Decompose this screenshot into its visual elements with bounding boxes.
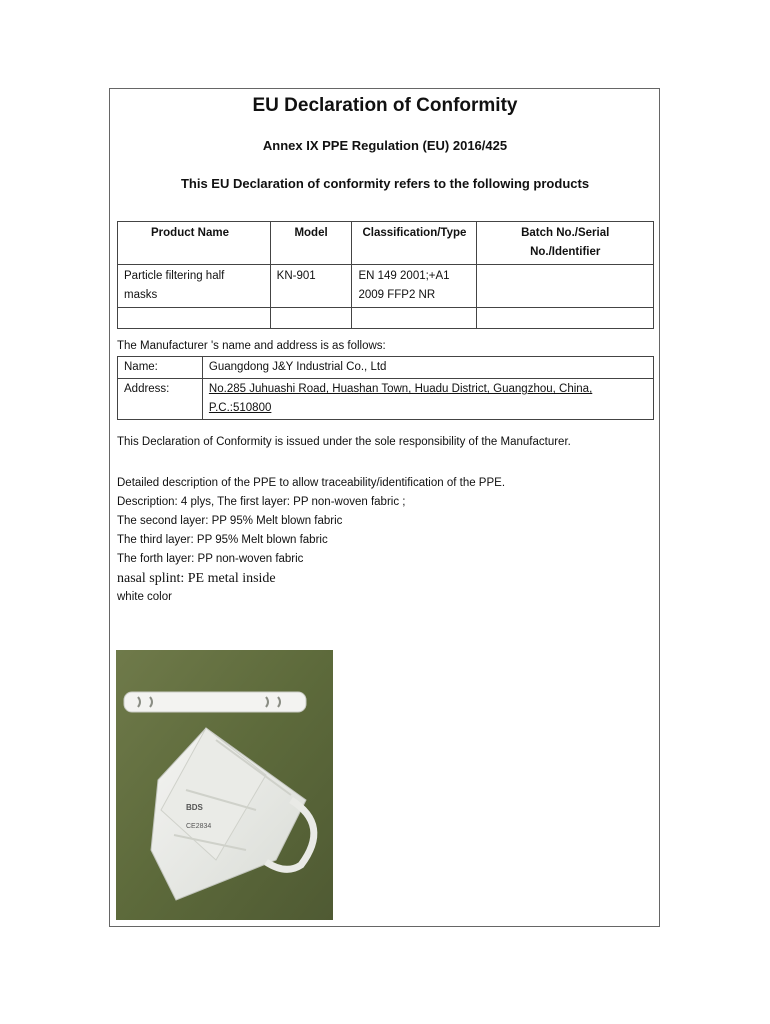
address-line1: No.285 Juhuashi Road, Huashan Town, Huadu District, Guangzhou, China, — [208, 383, 593, 395]
document-title: EU Declaration of Conformity — [252, 95, 518, 116]
description-line: Description: 4 plys, The first layer: PP non-woven fabric ; — [117, 496, 406, 508]
cell-product-name — [118, 265, 271, 308]
header-batch — [477, 222, 654, 265]
classification-line1: EN 149 2001;+A1 — [358, 270, 450, 282]
product-table — [117, 221, 654, 329]
mask-photo — [116, 650, 333, 920]
name-label: Name: — [118, 357, 203, 379]
manufacturer-table — [117, 356, 654, 420]
table-header-row — [118, 222, 654, 265]
header-classification: Classification/Type — [352, 222, 477, 265]
empty-cell — [352, 308, 477, 329]
address-line2: P.C.:510800 — [208, 402, 272, 414]
header-model: Model — [270, 222, 352, 265]
document-subtitle: Annex IX PPE Regulation (EU) 2016/425 — [262, 138, 508, 153]
table-row-empty — [118, 308, 654, 329]
name-value: Guangdong J&Y Industrial Co., Ltd — [202, 357, 653, 379]
description-lead: Detailed description of the PPE to allow traceability/identification of the PPE. — [117, 477, 506, 489]
empty-cell — [477, 308, 654, 329]
cell-model: KN-901 — [270, 265, 352, 308]
product-name-line1: Particle filtering half — [124, 270, 225, 282]
classification-line2: 2009 FFP2 NR — [358, 289, 436, 301]
cell-batch — [477, 265, 654, 308]
empty-cell — [118, 308, 271, 329]
product-name-line2: masks — [124, 289, 158, 301]
manufacturer-caption: The Manufacturer 's name and address is as follows: — [117, 340, 386, 352]
header-product-name: Product Name — [118, 222, 271, 265]
products-intro: This EU Declaration of conformity refers to the following products — [180, 176, 590, 191]
cell-classification — [352, 265, 477, 308]
mask-brand-print: BDS — [186, 803, 203, 812]
description-line: The forth layer: PP non-woven fabric — [117, 553, 304, 565]
manufacturer-name-row — [118, 357, 654, 379]
manufacturer-address-row — [118, 379, 654, 420]
ear-saver-strap-icon — [124, 692, 306, 712]
header-batch-line2: No./Identifier — [530, 246, 601, 258]
empty-cell — [270, 308, 352, 329]
responsibility-statement: This Declaration of Conformity is issued under the sole responsibility of the Manufacturer. — [117, 436, 571, 448]
description-line-nasal: nasal splint: PE metal inside — [117, 571, 276, 586]
header-batch-line1: Batch No./Serial — [521, 227, 610, 239]
address-label: Address: — [118, 379, 203, 420]
description-line-color: white color — [117, 591, 172, 603]
description-line: The second layer: PP 95% Melt blown fabric — [117, 515, 343, 527]
table-row — [118, 265, 654, 308]
address-value — [202, 379, 653, 420]
ppe-description — [117, 474, 505, 607]
description-line: The third layer: PP 95% Melt blown fabric — [117, 534, 328, 546]
mask-ce-print: CE2834 — [186, 823, 212, 830]
